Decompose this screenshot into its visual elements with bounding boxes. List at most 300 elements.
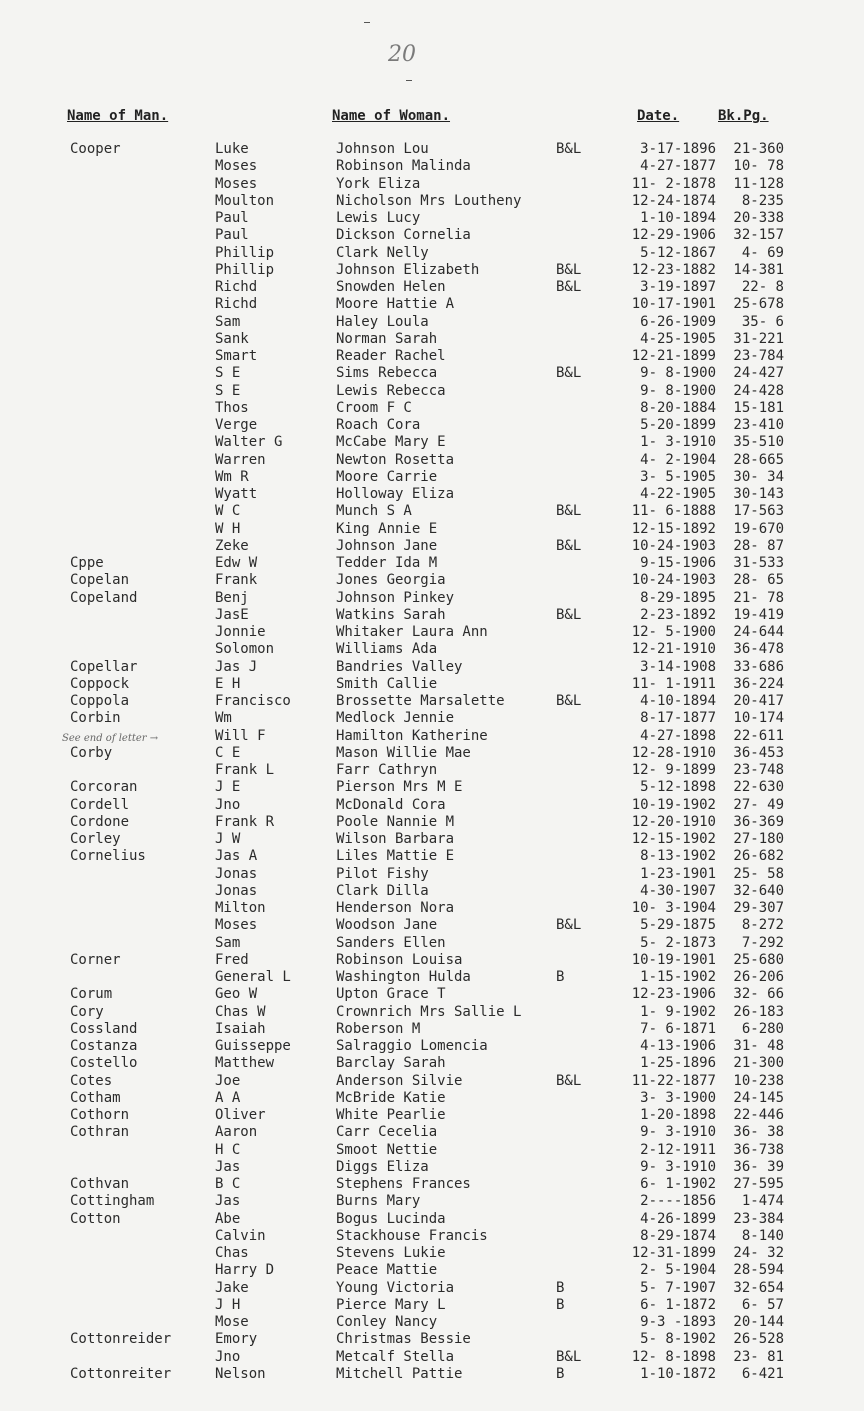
man-given-name: Jonas xyxy=(215,882,258,899)
marriage-date: 11- 1-1911 xyxy=(631,675,716,692)
marriage-date: 10- 3-1904 xyxy=(631,900,716,916)
book-page: 25- 58 xyxy=(733,865,784,882)
marriage-date: 11-22-1877 xyxy=(631,1072,716,1089)
marriage-date: 2-23-1892 xyxy=(640,606,716,623)
book-page: 7-292 xyxy=(741,934,784,951)
man-surname: Copelan xyxy=(70,572,130,589)
man-given-name: Zeke xyxy=(215,537,249,554)
record-row xyxy=(0,227,864,244)
man-surname: Corum xyxy=(70,986,113,1003)
woman-name: Liles Mattie E xyxy=(336,848,455,865)
book-page: 26-206 xyxy=(733,969,784,985)
book-page: 8-235 xyxy=(741,192,784,209)
marriage-date: 8-17-1877 xyxy=(640,710,716,727)
man-given-name: Sam xyxy=(215,934,241,951)
record-row xyxy=(0,1262,864,1279)
man-given-name: Chas xyxy=(215,1245,249,1261)
man-given-name: Luke xyxy=(215,141,249,157)
woman-name: Haley Loula xyxy=(336,313,429,330)
man-given-name: C E xyxy=(215,744,241,761)
book-page: 22-611 xyxy=(733,727,784,744)
record-row xyxy=(0,797,864,814)
marriage-date: 10-24-1903 xyxy=(631,537,716,554)
book-page: 14-381 xyxy=(733,261,784,278)
woman-name: Medlock Jennie xyxy=(336,710,455,727)
marriage-date: 1-10-1872 xyxy=(640,1365,716,1382)
woman-name: Nicholson Mrs Loutheny xyxy=(336,192,522,209)
man-given-name: Benj xyxy=(215,589,249,606)
record-row xyxy=(0,417,864,434)
man-given-name: Emory xyxy=(215,1331,258,1348)
record-row xyxy=(0,866,864,883)
woman-name: Croom F C xyxy=(336,399,412,416)
book-page: 22-630 xyxy=(733,779,784,796)
record-row xyxy=(0,383,864,400)
woman-name: Moore Carrie xyxy=(336,468,438,485)
marriage-date: 5- 7-1907 xyxy=(640,1279,716,1296)
marriage-date: 1- 3-1910 xyxy=(640,434,716,451)
marriage-date: 1- 9-1902 xyxy=(640,1003,716,1020)
woman-name: Young Victoria xyxy=(336,1279,455,1296)
woman-name: Johnson Pinkey xyxy=(336,589,455,606)
man-given-name: Moses xyxy=(215,175,258,192)
record-row xyxy=(0,555,864,572)
record-row xyxy=(0,1366,864,1383)
license-type: B xyxy=(556,1296,565,1313)
man-surname: Coppola xyxy=(70,693,130,709)
woman-name: Pilot Fishy xyxy=(336,865,429,882)
woman-name: Barclay Sarah xyxy=(336,1055,446,1072)
record-row xyxy=(0,331,864,348)
woman-name: York Eliza xyxy=(336,175,421,192)
woman-name: Smith Callie xyxy=(336,675,438,692)
license-type: B&L xyxy=(556,537,582,554)
header-name-of-woman: Name of Woman. xyxy=(332,108,451,124)
book-page: 1-474 xyxy=(741,1193,784,1210)
woman-name: Bandries Valley xyxy=(336,658,463,675)
book-page: 22-446 xyxy=(733,1107,784,1123)
man-given-name: Paul xyxy=(215,210,249,226)
man-surname: Costanza xyxy=(70,1038,138,1054)
book-page: 30- 34 xyxy=(733,468,784,485)
book-page: 24-145 xyxy=(733,1089,784,1106)
marriage-date: 5- 2-1873 xyxy=(640,934,716,951)
man-surname: Corby xyxy=(70,744,113,761)
license-type: B xyxy=(556,1365,565,1382)
man-given-name: B C xyxy=(215,1176,241,1192)
woman-name: Crownrich Mrs Sallie L xyxy=(336,1003,522,1020)
man-given-name: Phillip xyxy=(215,261,275,278)
man-given-name: Guisseppe xyxy=(215,1038,291,1054)
record-row xyxy=(0,969,864,986)
woman-name: Peace Mattie xyxy=(336,1262,438,1279)
book-page: 20-144 xyxy=(733,1314,784,1330)
marriage-date: 6-26-1909 xyxy=(640,313,716,330)
record-row xyxy=(0,676,864,693)
marriage-date: 11- 2-1878 xyxy=(631,175,716,192)
man-surname: Cotham xyxy=(70,1089,121,1106)
record-row xyxy=(0,1073,864,1090)
man-given-name: Moulton xyxy=(215,192,275,209)
marriage-date: 12-15-1902 xyxy=(631,831,716,847)
marriage-date: 12- 9-1899 xyxy=(631,762,716,778)
woman-name: Conley Nancy xyxy=(336,1314,438,1330)
record-row xyxy=(0,917,864,934)
book-page: 6-280 xyxy=(741,1020,784,1037)
book-page: 6- 57 xyxy=(741,1296,784,1313)
book-page: 31-221 xyxy=(733,330,784,347)
book-page: 25-678 xyxy=(733,296,784,313)
man-given-name: Solomon xyxy=(215,641,275,658)
record-list xyxy=(0,141,864,1383)
book-page: 36- 39 xyxy=(733,1158,784,1175)
woman-name: Poole Nannie M xyxy=(336,813,455,830)
marriage-date: 1-10-1894 xyxy=(640,210,716,226)
page-number: 20 xyxy=(388,42,416,67)
woman-name: Robinson Louisa xyxy=(336,951,463,968)
record-row xyxy=(0,1004,864,1021)
man-given-name: A A xyxy=(215,1089,241,1106)
marriage-date: 4-10-1894 xyxy=(640,693,716,709)
man-given-name: Harry D xyxy=(215,1262,275,1279)
marriage-date: 2- 5-1904 xyxy=(640,1262,716,1279)
man-surname: Cotton xyxy=(70,1210,121,1227)
record-row xyxy=(0,745,864,762)
man-given-name: Fred xyxy=(215,951,249,968)
record-row xyxy=(0,452,864,469)
book-page: 32-640 xyxy=(733,882,784,899)
book-page: 23-748 xyxy=(733,762,784,778)
woman-name: Moore Hattie A xyxy=(336,296,455,313)
marriage-date: 5-12-1867 xyxy=(640,244,716,261)
marriage-date: 9- 8-1900 xyxy=(640,365,716,382)
record-row xyxy=(0,831,864,848)
header-name-of-man: Name of Man. xyxy=(67,108,169,124)
marriage-date: 9- 3-1910 xyxy=(640,1158,716,1175)
woman-name: Sanders Ellen xyxy=(336,934,446,951)
record-row xyxy=(0,348,864,365)
marriage-date: 11- 6-1888 xyxy=(631,503,716,520)
marriage-date: 3-14-1908 xyxy=(640,658,716,675)
woman-name: Snowden Helen xyxy=(336,279,446,295)
marriage-date: 2----1856 xyxy=(640,1193,716,1210)
book-page: 29-307 xyxy=(733,900,784,916)
license-type: B&L xyxy=(556,365,582,382)
man-given-name: Paul xyxy=(215,227,249,244)
book-page: 22- 8 xyxy=(741,279,784,295)
license-type: B&L xyxy=(556,261,582,278)
marriage-date: 12- 5-1900 xyxy=(631,624,716,640)
marriage-date: 10-19-1901 xyxy=(631,951,716,968)
woman-name: Stephens Frances xyxy=(336,1176,471,1192)
book-page: 36-478 xyxy=(733,641,784,658)
record-row xyxy=(0,1228,864,1245)
record-row xyxy=(0,1245,864,1262)
book-page: 36- 38 xyxy=(733,1124,784,1141)
book-page: 28-665 xyxy=(733,451,784,468)
marriage-date: 5-12-1898 xyxy=(640,779,716,796)
woman-name: Upton Grace T xyxy=(336,986,446,1003)
marriage-date: 1-20-1898 xyxy=(640,1107,716,1123)
book-page: 32- 66 xyxy=(733,986,784,1003)
record-row xyxy=(0,486,864,503)
woman-name: Farr Cathryn xyxy=(336,762,438,778)
man-given-name: Jake xyxy=(215,1279,249,1296)
header-date: Date. xyxy=(637,108,680,124)
woman-name: Williams Ada xyxy=(336,641,438,658)
man-given-name: Joe xyxy=(215,1072,241,1089)
book-page: 10-238 xyxy=(733,1072,784,1089)
record-row xyxy=(0,572,864,589)
man-given-name: Mose xyxy=(215,1314,249,1330)
woman-name: Newton Rosetta xyxy=(336,451,455,468)
woman-name: Tedder Ida M xyxy=(336,555,438,571)
record-row xyxy=(0,314,864,331)
man-given-name: Wyatt xyxy=(215,486,258,502)
record-row xyxy=(0,1314,864,1331)
man-surname: Cothvan xyxy=(70,1176,130,1192)
book-page: 35-510 xyxy=(733,434,784,451)
record-row xyxy=(0,762,864,779)
man-surname: Cossland xyxy=(70,1020,138,1037)
book-page: 28-594 xyxy=(733,1262,784,1279)
book-page: 27-180 xyxy=(733,831,784,847)
woman-name: Anderson Silvie xyxy=(336,1072,463,1089)
marriage-date: 6- 1-1872 xyxy=(640,1296,716,1313)
woman-name: Washington Hulda xyxy=(336,969,471,985)
record-row xyxy=(0,503,864,520)
record-row xyxy=(0,158,864,175)
marriage-date: 8-29-1874 xyxy=(640,1227,716,1244)
record-row xyxy=(0,365,864,382)
man-given-name: Geo W xyxy=(215,986,258,1003)
marriage-date: 1-23-1901 xyxy=(640,865,716,882)
book-page: 27- 49 xyxy=(733,796,784,813)
record-row xyxy=(0,590,864,607)
man-surname: Cornelius xyxy=(70,848,146,865)
book-page: 36-738 xyxy=(733,1141,784,1158)
book-page: 20-417 xyxy=(733,693,784,709)
woman-name: Jones Georgia xyxy=(336,572,446,589)
book-page: 6-421 xyxy=(741,1365,784,1382)
marriage-date: 4-13-1906 xyxy=(640,1038,716,1054)
woman-name: Johnson Elizabeth xyxy=(336,261,480,278)
marriage-date: 2-12-1911 xyxy=(640,1141,716,1158)
man-given-name: Thos xyxy=(215,399,249,416)
marriage-date: 9- 3-1910 xyxy=(640,1124,716,1141)
marriage-date: 6- 1-1902 xyxy=(640,1176,716,1192)
scan-mark xyxy=(406,80,412,81)
book-page: 11-128 xyxy=(733,175,784,192)
man-given-name: Wm xyxy=(215,710,232,727)
book-page: 4- 69 xyxy=(741,244,784,261)
woman-name: Diggs Eliza xyxy=(336,1158,429,1175)
woman-name: Burns Mary xyxy=(336,1193,421,1210)
marriage-date: 12-31-1899 xyxy=(631,1245,716,1261)
man-given-name: Warren xyxy=(215,451,266,468)
license-type: B&L xyxy=(556,503,582,520)
margin-note: See end of letter → xyxy=(62,733,159,744)
marriage-date: 12-20-1910 xyxy=(631,813,716,830)
record-row xyxy=(0,659,864,676)
record-row xyxy=(0,641,864,658)
man-given-name: Jas A xyxy=(215,848,258,865)
record-row xyxy=(0,728,864,745)
book-page: 30-143 xyxy=(733,486,784,502)
record-row xyxy=(0,1331,864,1348)
license-type: B xyxy=(556,969,565,985)
record-row xyxy=(0,262,864,279)
woman-name: Mason Willie Mae xyxy=(336,744,471,761)
man-given-name: Richd xyxy=(215,279,258,295)
book-page: 36-369 xyxy=(733,813,784,830)
book-page: 19-419 xyxy=(733,606,784,623)
record-row xyxy=(0,607,864,624)
man-given-name: S E xyxy=(215,365,241,382)
record-row xyxy=(0,1193,864,1210)
man-given-name: Milton xyxy=(215,900,266,916)
license-type: B&L xyxy=(556,279,582,295)
man-given-name: General L xyxy=(215,969,291,985)
record-row xyxy=(0,1055,864,1072)
marriage-date: 12- 8-1898 xyxy=(631,1348,716,1365)
man-given-name: Francisco xyxy=(215,693,291,709)
record-row xyxy=(0,434,864,451)
woman-name: Roach Cora xyxy=(336,417,421,433)
marriage-date: 4-22-1905 xyxy=(640,486,716,502)
man-given-name: Jas xyxy=(215,1158,241,1175)
man-surname: Cory xyxy=(70,1003,104,1020)
book-page: 36-224 xyxy=(733,675,784,692)
man-given-name: Will F xyxy=(215,727,266,744)
marriage-date: 3- 3-1900 xyxy=(640,1089,716,1106)
marriage-date: 12-28-1910 xyxy=(631,744,716,761)
woman-name: Hamilton Katherine xyxy=(336,727,488,744)
marriage-date: 4-27-1877 xyxy=(640,158,716,175)
man-surname: Corley xyxy=(70,831,121,847)
marriage-date: 4-30-1907 xyxy=(640,882,716,899)
man-given-name: Sam xyxy=(215,313,241,330)
record-row xyxy=(0,624,864,641)
book-page: 23-784 xyxy=(733,348,784,364)
marriage-date: 5-20-1899 xyxy=(640,417,716,433)
woman-name: McDonald Cora xyxy=(336,796,446,813)
man-surname: Cottingham xyxy=(70,1193,155,1210)
record-row xyxy=(0,521,864,538)
marriage-date: 12-23-1906 xyxy=(631,986,716,1003)
woman-name: Reader Rachel xyxy=(336,348,446,364)
woman-name: Munch S A xyxy=(336,503,412,520)
marriage-date: 10-17-1901 xyxy=(631,296,716,313)
woman-name: Roberson M xyxy=(336,1020,421,1037)
man-given-name: Jno xyxy=(215,796,241,813)
marriage-date: 3-19-1897 xyxy=(640,279,716,295)
record-row xyxy=(0,193,864,210)
man-surname: Copellar xyxy=(70,658,138,675)
man-surname: Costello xyxy=(70,1055,138,1072)
woman-name: Wilson Barbara xyxy=(336,831,455,847)
book-page: 36-453 xyxy=(733,744,784,761)
man-given-name: Moses xyxy=(215,158,258,175)
woman-name: Dickson Cornelia xyxy=(336,227,471,244)
woman-name: Lewis Rebecca xyxy=(336,382,446,399)
woman-name: Johnson Jane xyxy=(336,537,438,554)
woman-name: Clark Nelly xyxy=(336,244,429,261)
marriage-date: 9- 8-1900 xyxy=(640,382,716,399)
book-page: 32-157 xyxy=(733,227,784,244)
book-page: 28- 65 xyxy=(733,572,784,589)
man-given-name: Wm R xyxy=(215,468,249,485)
man-surname: Cothran xyxy=(70,1124,130,1141)
book-page: 27-595 xyxy=(733,1176,784,1192)
man-given-name: Richd xyxy=(215,296,258,313)
book-page: 35- 6 xyxy=(741,313,784,330)
marriage-date: 9-3 -1893 xyxy=(640,1314,716,1330)
woman-name: Whitaker Laura Ann xyxy=(336,624,488,640)
license-type: B&L xyxy=(556,141,582,157)
marriage-date: 4-25-1905 xyxy=(640,330,716,347)
book-page: 21-300 xyxy=(733,1055,784,1072)
man-given-name: S E xyxy=(215,382,241,399)
record-row xyxy=(0,400,864,417)
woman-name: Woodson Jane xyxy=(336,917,438,934)
book-page: 32-654 xyxy=(733,1279,784,1296)
woman-name: McCabe Mary E xyxy=(336,434,446,451)
man-given-name: Jonnie xyxy=(215,624,266,640)
woman-name: Smoot Nettie xyxy=(336,1141,438,1158)
book-page: 23-410 xyxy=(733,417,784,433)
book-page: 10- 78 xyxy=(733,158,784,175)
man-surname: Cotes xyxy=(70,1072,113,1089)
man-given-name: Jas J xyxy=(215,658,258,675)
license-type: B&L xyxy=(556,1348,582,1365)
book-page: 24- 32 xyxy=(733,1245,784,1261)
man-given-name: Nelson xyxy=(215,1365,266,1382)
record-row xyxy=(0,1038,864,1055)
book-page: 8-140 xyxy=(741,1227,784,1244)
record-row xyxy=(0,986,864,1003)
book-page: 24-644 xyxy=(733,624,784,640)
man-surname: Corbin xyxy=(70,710,121,727)
man-given-name: Frank R xyxy=(215,813,275,830)
man-given-name: Matthew xyxy=(215,1055,275,1072)
man-given-name: Chas W xyxy=(215,1003,266,1020)
man-surname: Coppock xyxy=(70,675,130,692)
book-page: 24-427 xyxy=(733,365,784,382)
book-page: 28- 87 xyxy=(733,537,784,554)
book-page: 31- 48 xyxy=(733,1038,784,1054)
man-surname: Copeland xyxy=(70,589,138,606)
man-given-name: J W xyxy=(215,831,241,847)
book-page: 23-384 xyxy=(733,1210,784,1227)
book-page: 23- 81 xyxy=(733,1348,784,1365)
book-page: 8-272 xyxy=(741,917,784,934)
marriage-date: 12-21-1899 xyxy=(631,348,716,364)
man-surname: Cottonreiter xyxy=(70,1365,172,1382)
woman-name: Pierson Mrs M E xyxy=(336,779,463,796)
man-given-name: W H xyxy=(215,520,241,537)
woman-name: Carr Cecelia xyxy=(336,1124,438,1141)
man-surname: Cordell xyxy=(70,796,130,813)
record-row xyxy=(0,141,864,158)
marriage-date: 7- 6-1871 xyxy=(640,1020,716,1037)
license-type: B&L xyxy=(556,1072,582,1089)
record-row xyxy=(0,693,864,710)
woman-name: Christmas Bessie xyxy=(336,1331,471,1348)
book-page: 33-686 xyxy=(733,658,784,675)
record-row xyxy=(0,952,864,969)
man-given-name: Jas xyxy=(215,1193,241,1210)
